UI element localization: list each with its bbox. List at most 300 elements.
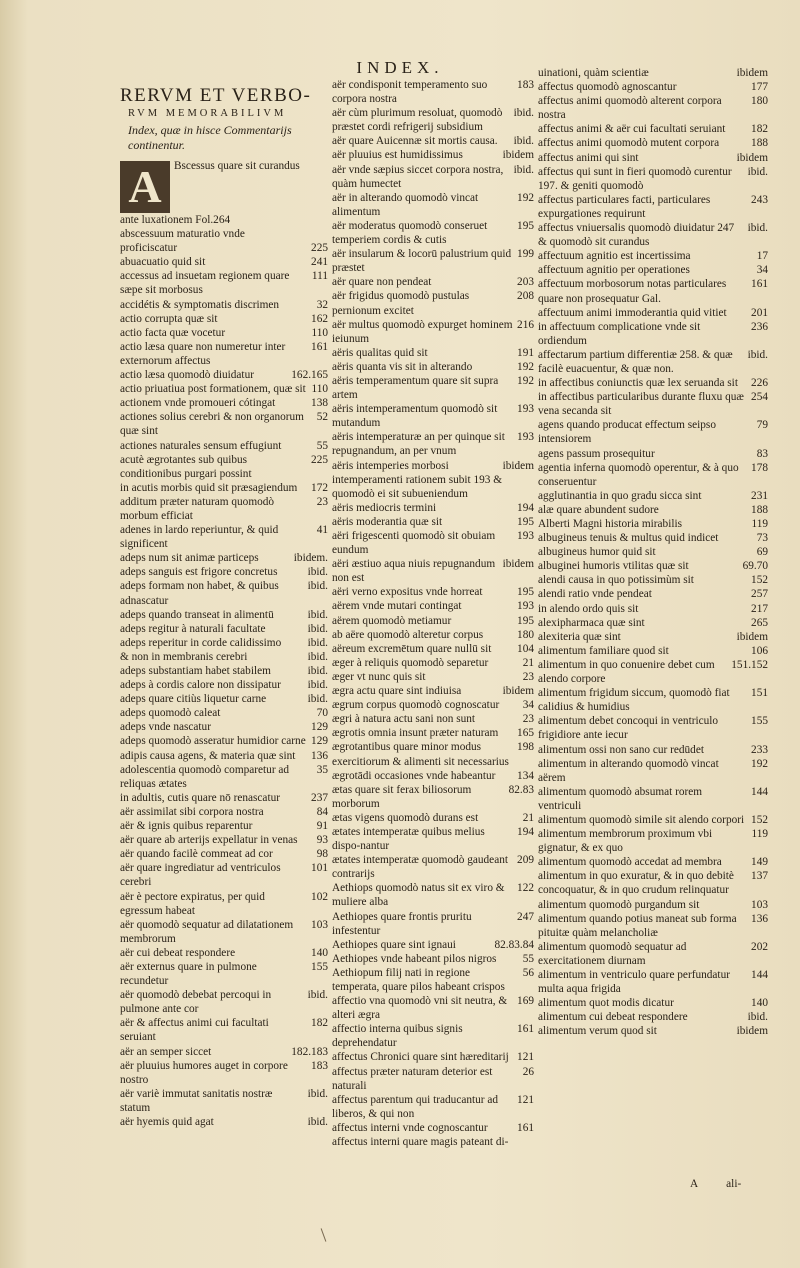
page-reference: 226 <box>751 377 768 390</box>
page-reference: 106 <box>751 644 768 657</box>
entry-text: adenes in lardo reperiuntur, & quid significent <box>120 524 279 551</box>
index-entry <box>538 489 768 503</box>
page-reference: 34 <box>522 699 534 712</box>
index-entry <box>332 1093 534 1121</box>
page-reference: 83 <box>756 447 768 460</box>
page-reference: 231 <box>751 489 768 502</box>
index-entry <box>332 360 534 374</box>
entry-text: alimentum quomodò purgandum sit <box>538 898 700 911</box>
entry-text: ætas quare sit ferax biliosorum morborum <box>332 783 472 810</box>
index-entry <box>538 517 768 531</box>
entry-text: aër quare non pendeat <box>332 276 432 289</box>
entry-text: alæ quare abundent sudore <box>538 503 659 516</box>
index-entry <box>120 734 328 748</box>
catchword: ali- <box>726 1178 742 1190</box>
entry-text: in affectibus coniunctis quæ lex seruanda sit <box>538 377 738 390</box>
page-reference: ibidem <box>502 685 534 698</box>
index-entry <box>120 791 328 805</box>
index-entry <box>332 402 534 430</box>
index-entry <box>332 148 534 162</box>
index-entry <box>120 918 328 946</box>
page-reference: 136 <box>751 912 768 925</box>
page-reference: ibid. <box>307 580 328 593</box>
index-entry <box>120 720 328 734</box>
index-entry <box>120 946 328 960</box>
page-reference: 140 <box>311 946 328 959</box>
page-reference: ibid. <box>307 1087 328 1100</box>
entries-col1 <box>120 159 328 1129</box>
index-entry <box>120 410 328 438</box>
entry-text: adeps sanguis est frigore concretus <box>120 566 278 579</box>
entry-text: ægra actu quare sint indiuisa <box>332 685 462 698</box>
index-entry <box>332 459 534 501</box>
page-reference: 165 <box>517 727 534 740</box>
entry-text: aër vnde sæpius siccet corpora nostra, quàm humectet <box>332 163 504 190</box>
page-reference: 183 <box>517 79 534 91</box>
index-entry <box>120 1087 328 1115</box>
entry-text: in affectuum complicatione vnde sit ordiendum <box>538 320 701 347</box>
page-reference: 182.183 <box>291 1045 328 1058</box>
index-entry <box>538 66 768 80</box>
catchword-line <box>690 1178 769 1190</box>
page-reference: 98 <box>316 848 328 861</box>
page-reference: 182 <box>311 1017 328 1030</box>
entry-text: agens quando producat effectum seipso intensiorem <box>538 419 716 446</box>
page-reference: 247 <box>517 910 534 923</box>
entry-text: Aethiopum filij nati in regione temperata, quare pilos habeant crispos <box>332 966 505 993</box>
page-reference: 243 <box>751 193 768 206</box>
entry-text: in alendo ordo quis sit <box>538 602 639 615</box>
index-subtitle-2: continentur. <box>128 138 185 152</box>
index-entry <box>332 966 534 994</box>
index-entry <box>538 165 768 193</box>
entry-text: aër moderatus quomodò conseruet temperiem cordis & cutis <box>332 219 488 247</box>
page-reference: 69.70 <box>742 560 768 573</box>
index-entry <box>120 579 328 607</box>
page-reference: 122 <box>517 882 534 895</box>
index-entry <box>120 1059 328 1087</box>
entry-text: alimentum in ventriculo quare perfundatur multa aqua frigida <box>538 969 730 996</box>
page-reference: 195 <box>517 614 534 627</box>
entry-text: affectuum animi immoderantia quid vitiet <box>538 306 727 319</box>
index-entry <box>332 881 534 909</box>
margin-mark <box>321 1228 327 1241</box>
index-entry <box>332 275 534 289</box>
page-reference: 111 <box>311 270 328 283</box>
index-entry <box>332 289 534 317</box>
page-reference: 208 <box>517 290 534 303</box>
entry-text: ante luxationem Fol.264 <box>120 214 231 226</box>
index-entry <box>538 94 768 122</box>
index-entry <box>120 255 328 269</box>
index-entry <box>538 996 768 1010</box>
index-entry <box>120 565 328 579</box>
page-reference: 233 <box>751 743 768 756</box>
page-reference: 172 <box>311 481 328 494</box>
page-reference: 129 <box>311 735 328 748</box>
index-entry <box>332 219 534 247</box>
page-reference: ibid. <box>307 679 328 692</box>
entry-text: ætates intemperatæ quibus melius dispo-nantur <box>332 825 485 853</box>
entry-text: aër è pectore expiratus, per quid egressum habeat <box>120 890 265 917</box>
page-reference: 21 <box>522 811 534 824</box>
index-entry <box>120 213 328 227</box>
entry-text: aërem quomodò metiamur <box>332 614 452 627</box>
entry-text: aër quare ingrediatur ad ventriculos cerebri <box>120 862 281 889</box>
entry-text: alexiteria quæ sint <box>538 630 621 643</box>
index-entry <box>120 269 328 297</box>
entry-text: adipis causa agens, & materia quæ sint <box>120 749 296 762</box>
index-entry <box>538 587 768 601</box>
page-reference: 32 <box>316 298 328 311</box>
page-reference: 70 <box>316 707 328 720</box>
page-reference: 84 <box>316 805 328 818</box>
entry-text: alimentum verum quod sit <box>538 1025 657 1038</box>
entry-text: adolescentia quomodò comparetur ad reliquas ætates <box>120 763 290 790</box>
signature-mark: A <box>690 1178 699 1190</box>
index-entry <box>332 374 534 402</box>
page-reference: 195 <box>517 515 534 528</box>
page-reference: 121 <box>517 1051 534 1064</box>
page-reference: ibid. <box>747 165 768 178</box>
index-entry <box>120 706 328 720</box>
dropcap-ornament: A <box>120 161 170 213</box>
entry-text: ægrotis omnia insunt præter naturam <box>332 727 499 740</box>
page-reference: ibid. <box>307 665 328 677</box>
entry-text: alimentum debet concoqui in ventriculo frigidiore ante iecur <box>538 715 719 742</box>
page-reference: 138 <box>311 397 328 410</box>
page-reference: ibidem <box>736 630 768 643</box>
entry-text: aër variè immutat sanitatis nostræ statum <box>120 1087 273 1114</box>
entry-text: albuginei humoris vtilitas quæ sit <box>538 560 689 573</box>
index-entry <box>120 1016 328 1044</box>
index-entry <box>332 938 534 952</box>
index-entry <box>538 714 768 742</box>
entry-text: ægrum corpus quomodò cognoscatur <box>332 699 500 712</box>
entry-text: actionem vnde promoueri cótingat <box>120 397 276 410</box>
page-reference: 180 <box>517 628 534 641</box>
page-reference: ibid. <box>307 693 328 706</box>
index-entry <box>332 318 534 346</box>
entry-text: Bscessus quare sit curandus <box>174 160 300 172</box>
page-reference: 129 <box>311 721 328 734</box>
page-reference: ibid. <box>513 135 534 148</box>
entry-text: Aethiopes vnde habeant pilos nigros <box>332 952 497 965</box>
page-reference: 121 <box>517 1093 534 1106</box>
index-entry <box>538 461 768 489</box>
entry-text: aër & affectus animi cui facultati seruiant <box>120 1017 269 1044</box>
entry-text: aëris intemperaturæ an per quinque sit repugnandum, an per vnum <box>332 431 505 458</box>
entry-text: alimentum in quo conuenire debet cum alendo corpore <box>538 658 715 686</box>
index-entry <box>120 481 328 495</box>
page-reference: 73 <box>756 532 768 545</box>
page-reference: 79 <box>756 419 768 432</box>
index-entry <box>538 348 768 376</box>
entry-text: alimentum frigidum siccum, quomodò fiat calidius & humidius <box>538 687 730 714</box>
entry-text: aër quare ab arterijs expellatur in venas <box>120 834 298 847</box>
index-entry <box>120 805 328 819</box>
index-entry <box>538 306 768 320</box>
index-entry <box>332 910 534 938</box>
entry-text: abuacuatio quid sit <box>120 256 206 269</box>
index-entry <box>120 551 328 565</box>
index-entry <box>538 249 768 263</box>
entry-text: proficiscatur <box>120 242 178 255</box>
entry-text: affectus Chronici quare sint hæreditarij <box>332 1051 509 1064</box>
index-entry <box>332 698 534 712</box>
entry-text: affectus vniuersalis quomodò diuidatur 247 & quomodò sit curandus <box>538 222 735 249</box>
page-reference: 225 <box>311 453 328 466</box>
entry-text: affectus interni vnde cognoscantur <box>332 1121 488 1134</box>
index-entry <box>120 453 328 481</box>
entry-text: uinationi, quàm scientiæ <box>538 67 649 79</box>
index-entry <box>332 740 534 768</box>
page-reference: ibidem <box>736 151 768 164</box>
index-entry <box>332 614 534 628</box>
index-entry <box>120 326 328 340</box>
page-reference: ibid. <box>307 989 328 1002</box>
page-reference: 193 <box>517 530 534 542</box>
page-reference: 144 <box>751 785 768 798</box>
page-reference: ibid. <box>513 163 534 176</box>
index-entry <box>120 692 328 706</box>
page-reference: ibid. <box>307 636 328 649</box>
index-entry <box>332 1121 534 1135</box>
index-entry <box>538 559 768 573</box>
index-entry <box>538 531 768 545</box>
entry-text: actiones naturales sensum effugiunt <box>120 439 282 452</box>
entry-text: abscessuum maturatio vnde <box>120 228 245 241</box>
page-reference: ibidem <box>736 67 768 79</box>
page-reference: 155 <box>751 715 768 728</box>
index-entry <box>120 819 328 833</box>
index-entry <box>120 678 328 692</box>
entry-text: affectus præter naturam deterior est naturali <box>332 1065 493 1092</box>
entry-text: aër quomodò sequatur ad dilatationem membrorum <box>120 918 294 945</box>
entry-text: in adultis, cutis quare nō renascatur <box>120 791 280 804</box>
index-entry <box>538 855 768 869</box>
index-entry <box>538 827 768 855</box>
page-reference: 180 <box>751 95 768 108</box>
index-entry <box>120 833 328 847</box>
index-entry <box>120 861 328 889</box>
page-reference: 241 <box>311 256 328 269</box>
entry-text: æger vt nunc quis sit <box>332 670 426 683</box>
entry-text: affectuum agnitio per operationes <box>538 264 690 277</box>
page-reference: ibid. <box>307 1116 328 1128</box>
page-reference: 194 <box>517 825 534 838</box>
entry-text: actio læsa quomodò diuidatur <box>120 369 254 382</box>
index-entry <box>538 418 768 446</box>
page-reference: ibid. <box>307 650 328 663</box>
page-reference: 162 <box>311 312 328 325</box>
index-entry <box>538 573 768 587</box>
index-entry <box>538 968 768 996</box>
index-entry <box>332 853 534 881</box>
index-entry <box>332 1050 534 1064</box>
page-reference: 55 <box>522 952 534 965</box>
entry-text: aër insularum & locorū palustrium quid præstet <box>332 248 512 275</box>
page-reference: 82.83 <box>508 783 534 796</box>
page-reference: 56 <box>522 966 534 979</box>
entry-text: affectarum partium differentiæ 258. & quæ facilè euacuentur, & quæ non. <box>538 348 733 375</box>
entry-text: actio corrupta quæ sit <box>120 312 218 325</box>
entry-text: adeps quare citiùs liquetur carne <box>120 693 267 706</box>
entry-text: adeps substantiam habet stabilem <box>120 665 271 677</box>
entry-text: adeps regitur à naturali facultate <box>120 622 266 635</box>
index-entry <box>538 757 768 785</box>
index-entry <box>332 191 534 219</box>
page-reference: 236 <box>751 320 768 333</box>
running-head: INDEX. <box>356 58 444 77</box>
entry-text: affectio interna quibus signis deprehendatur <box>332 1023 463 1050</box>
page-reference: 217 <box>751 602 768 615</box>
index-entry <box>538 136 768 150</box>
index-entry <box>538 80 768 94</box>
page-reference: 198 <box>517 741 534 754</box>
page-reference: 149 <box>751 856 768 869</box>
index-entry <box>332 557 534 585</box>
entry-text: adeps à cordis calore non dissipatur <box>120 679 281 692</box>
index-entry <box>332 529 534 557</box>
entry-text: ægrotādi occasiones vnde habeantur <box>332 769 496 782</box>
index-entry <box>538 602 768 616</box>
entry-text: aër cui debeat respondere <box>120 946 236 959</box>
index-entry <box>332 1065 534 1093</box>
entry-text: aër multus quomodò expurget hominem ieiunum <box>332 318 513 345</box>
page-reference: 151 <box>751 687 768 700</box>
entry-text: æger à reliquis quomodò separetur <box>332 656 489 669</box>
entry-text: additum præter naturam quomodò morbum efficiat <box>120 495 275 522</box>
index-entry <box>120 622 328 636</box>
page-reference: ibidem. <box>293 552 328 565</box>
entry-text: affectus qui sunt in fieri quomodò curentur 197. & geniti quomodò <box>538 165 732 192</box>
page-reference: 34 <box>756 264 768 277</box>
entry-text: ægri à natura actu sani non sunt <box>332 713 476 726</box>
index-entry <box>332 783 534 811</box>
entry-text: aër assimilat sibi corpora nostra <box>120 805 264 818</box>
index-entry <box>120 960 328 988</box>
page-reference: 26 <box>522 1065 534 1078</box>
page-reference: ibid. <box>747 222 768 235</box>
page-reference: 265 <box>751 616 768 629</box>
index-entry <box>120 340 328 368</box>
page-reference: 193 <box>517 403 534 416</box>
index-entry <box>332 656 534 670</box>
index-entry <box>538 545 768 559</box>
page-reference: ibid. <box>513 107 534 120</box>
index-entry <box>332 346 534 360</box>
page-reference: 103 <box>311 918 328 931</box>
page-reference: 82.83.84 <box>494 938 534 951</box>
page-reference: 183 <box>311 1059 328 1072</box>
page-reference: 203 <box>517 276 534 289</box>
page-reference: 102 <box>311 890 328 903</box>
index-entry <box>332 712 534 726</box>
page-reference: 110 <box>311 326 328 339</box>
page-reference: 110 <box>311 383 328 396</box>
index-entry <box>120 368 328 382</box>
page-reference: 161 <box>517 1121 534 1134</box>
index-entry <box>332 247 534 275</box>
entry-text: affectus interni quare magis pateant di- <box>332 1136 509 1149</box>
page-reference: ibidem <box>502 558 534 571</box>
index-entry <box>120 664 328 678</box>
page-reference: 202 <box>751 940 768 953</box>
entry-text: alimentum quomodò absumat rorem ventriculi <box>538 785 703 812</box>
index-entry <box>332 684 534 698</box>
page-reference: 182 <box>751 123 768 136</box>
page-reference: 151.152 <box>731 658 768 671</box>
page-reference: 201 <box>751 306 768 319</box>
entry-text: alimentum cui debeat respondere <box>538 1011 688 1024</box>
index-entry <box>538 658 768 686</box>
index-entry <box>538 785 768 813</box>
index-entry <box>538 743 768 757</box>
entry-text: alendi causa in quo potissimùm sit <box>538 574 694 587</box>
entry-text: aër quando facilè commeat ad cor <box>120 848 273 861</box>
index-entry <box>332 952 534 966</box>
index-entry <box>538 376 768 390</box>
page-reference: 17 <box>756 250 768 263</box>
entry-text: agentia inferna quomodò operentur, & à quo conseruentur <box>538 461 739 488</box>
index-entry <box>538 390 768 418</box>
entry-text: aëris mediocris termini <box>332 501 437 514</box>
index-entry <box>332 642 534 656</box>
column-3 <box>538 66 768 1038</box>
index-entry <box>120 650 328 664</box>
page-reference: ibidem <box>736 1025 768 1038</box>
entry-text: alimentum ossi non sano cur redūdet <box>538 743 704 756</box>
page-reference: 193 <box>517 600 534 613</box>
page-reference: ibidem <box>502 149 534 162</box>
index-entry <box>332 670 534 684</box>
entry-text: acutè ægrotantes sub quibus conditionibus purgari possint <box>120 453 252 480</box>
entry-text: aëreum excremētum quare nullū sit <box>332 642 492 655</box>
entry-text: aër externus quare in pulmone recundetur <box>120 960 257 988</box>
entry-text: ætates intemperatæ quomodò gaudeant contrarijs <box>332 854 509 881</box>
page-reference: 169 <box>517 995 534 1008</box>
index-entry <box>538 869 768 897</box>
entry-text: adeps quomodò asseratur humidior carne <box>120 735 306 748</box>
entry-text: affectus animi quomodò alterent corpora nostra <box>538 95 722 122</box>
index-entry <box>120 1115 328 1129</box>
page-reference: 134 <box>517 769 534 782</box>
entry-text: ab aëre quomodò alteretur corpus <box>332 628 484 641</box>
page-reference: 93 <box>316 834 328 847</box>
index-entry <box>120 847 328 861</box>
index-entry <box>332 628 534 642</box>
entry-text: aëris moderantia quæ sit <box>332 515 443 528</box>
page-reference: 91 <box>316 820 328 833</box>
page-reference: 119 <box>751 828 768 841</box>
entry-text: accessus ad insuetam regionem quare sæpe sit morbosus <box>120 270 290 297</box>
entry-text: affectus quomodò agnoscantur <box>538 81 677 94</box>
page-reference: 188 <box>751 503 768 516</box>
index-entry <box>538 122 768 136</box>
entry-text: aëri æstiuo aqua niuis repugnandum non est <box>332 558 496 585</box>
page-reference: 23 <box>522 713 534 726</box>
index-entry <box>538 644 768 658</box>
entry-text: alimentum in quo exuratur, & in quo debitè concoquatur, & in quo crudum relinquatur <box>538 870 734 897</box>
entry-text: adeps formam non habet, & quibus adnascatur <box>120 580 279 607</box>
entry-text: alimentum quot modis dicatur <box>538 997 674 1010</box>
index-entry <box>538 616 768 630</box>
index-entry <box>332 1022 534 1050</box>
index-entry <box>538 1010 768 1024</box>
page-reference: 192 <box>751 757 768 770</box>
page-reference: 195 <box>517 219 534 232</box>
